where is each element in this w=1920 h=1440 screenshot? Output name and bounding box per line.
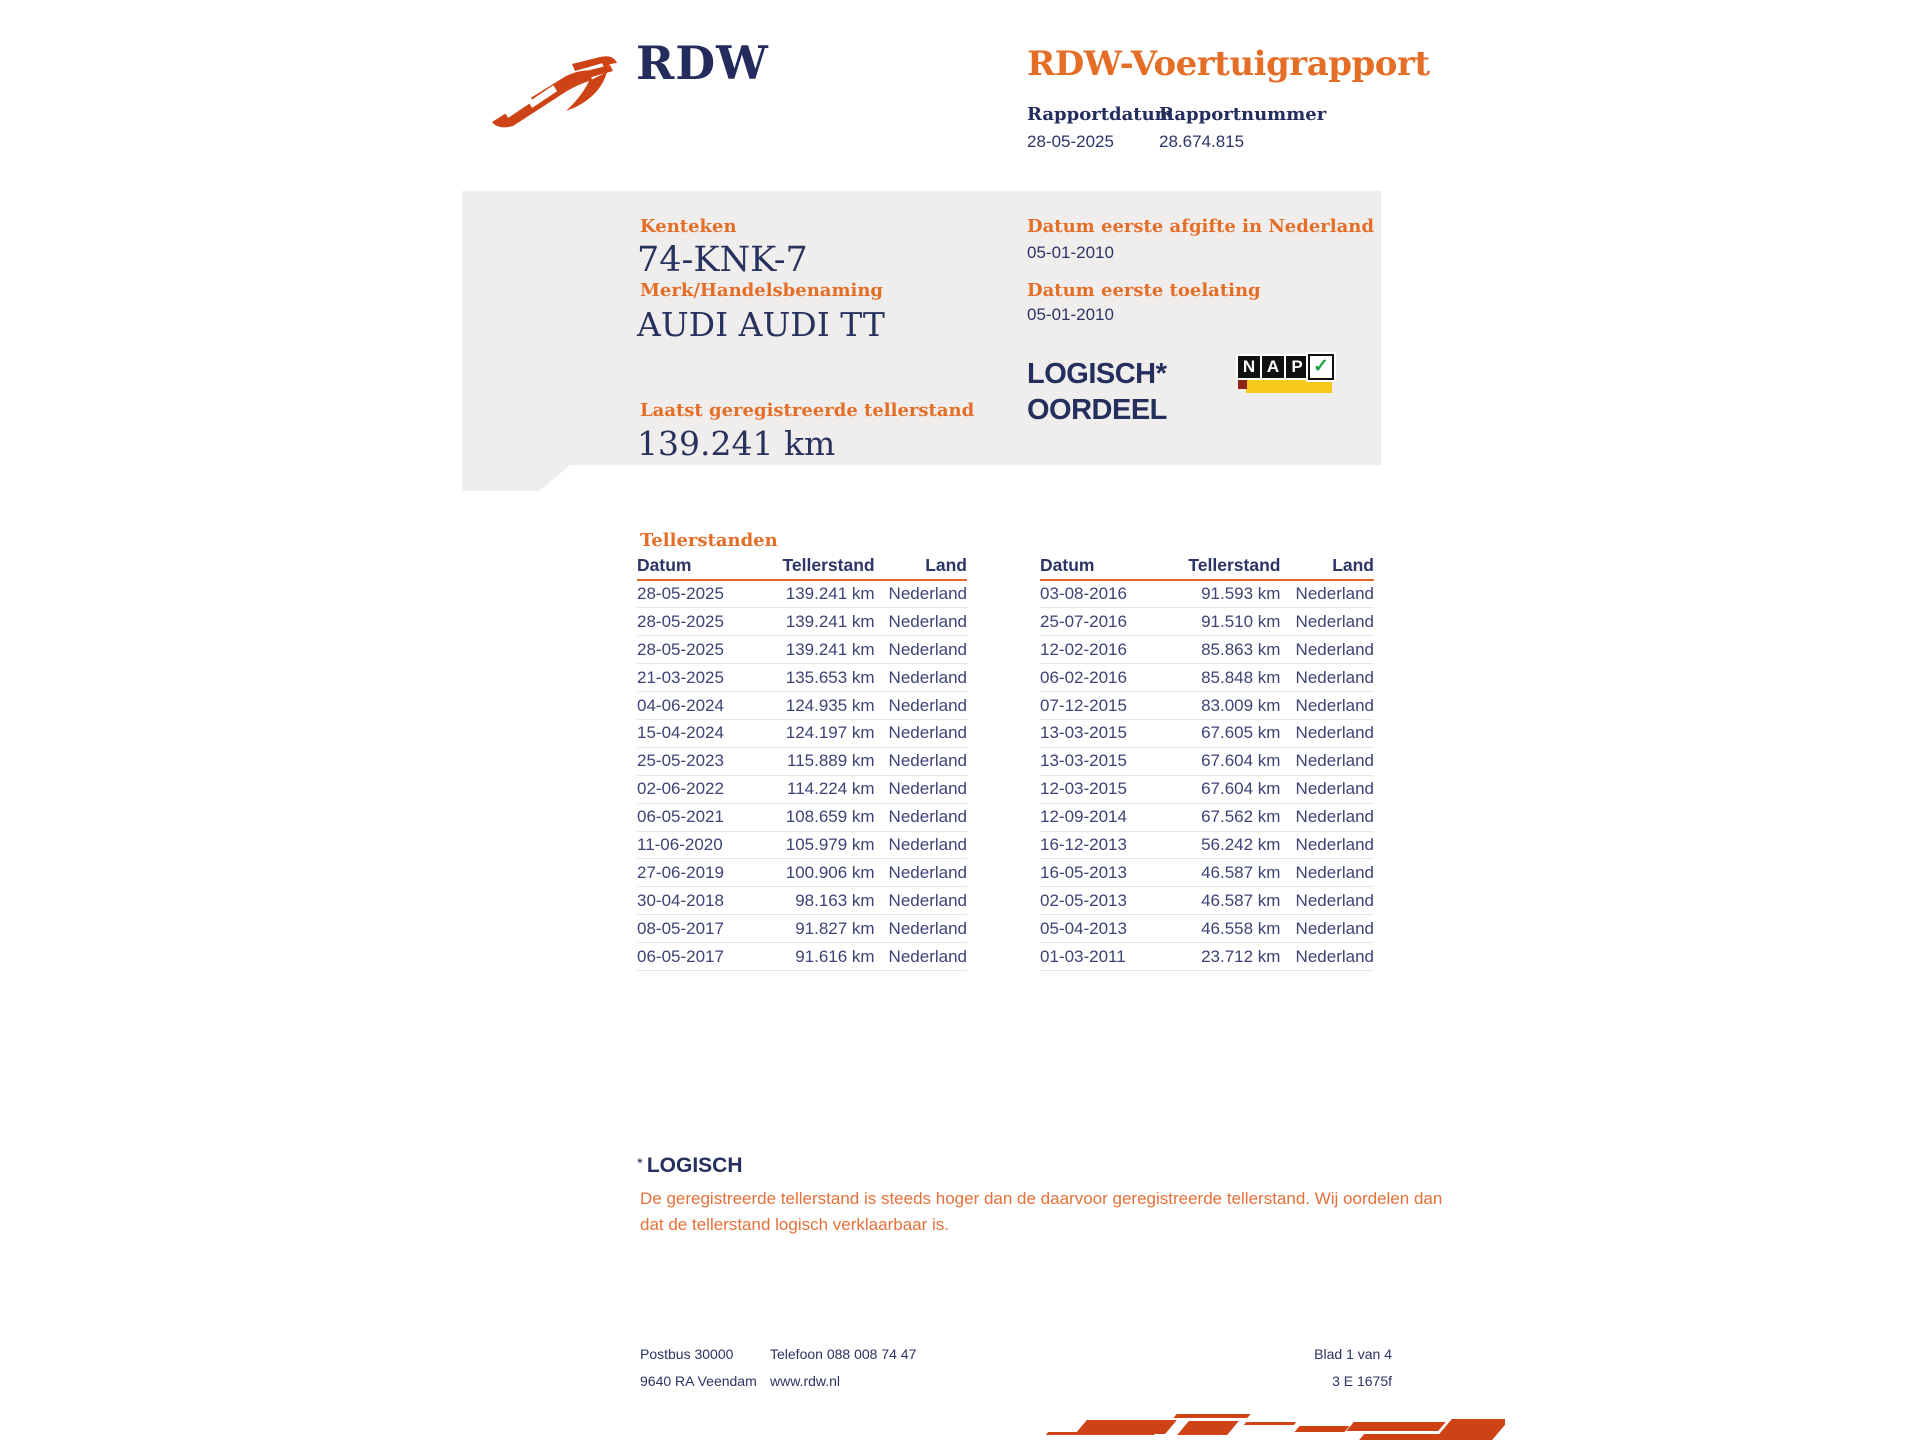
km-cell: 46.558 km	[1164, 915, 1281, 943]
stripe	[1173, 1414, 1250, 1418]
country-cell: Nederland	[1280, 636, 1374, 664]
km-cell: 91.616 km	[759, 943, 875, 971]
date-cell: 13-03-2015	[1040, 719, 1164, 747]
table-row	[637, 608, 967, 636]
country-cell: Nederland	[1280, 887, 1374, 915]
km-cell: 115.889 km	[759, 747, 875, 775]
table-row	[1040, 608, 1374, 636]
report-meta	[1027, 104, 1327, 152]
table-row	[1040, 719, 1374, 747]
col-tellerstand: Tellerstand	[759, 552, 875, 580]
km-cell: 85.848 km	[1164, 664, 1281, 692]
oordeel-line1: LOGISCH*	[1027, 358, 1167, 390]
km-cell: 91.593 km	[1164, 580, 1281, 608]
footnote-title: LOGISCH	[646, 1154, 743, 1177]
stripe	[1346, 1422, 1446, 1431]
footer-pageinfo	[1100, 1341, 1392, 1395]
date-cell: 11-06-2020	[637, 831, 759, 859]
km-cell: 91.510 km	[1164, 608, 1281, 636]
km-cell: 100.906 km	[759, 859, 875, 887]
country-cell: Nederland	[875, 831, 967, 859]
country-cell: Nederland	[875, 608, 967, 636]
country-cell: Nederland	[875, 664, 967, 692]
country-cell: Nederland	[1280, 747, 1374, 775]
nap-logo	[1236, 354, 1336, 400]
table-row	[637, 831, 967, 859]
footer-phone: Telefoon 088 008 74 47	[770, 1346, 917, 1362]
table-row	[1040, 664, 1374, 692]
country-cell: Nederland	[1280, 831, 1374, 859]
date-cell: 30-04-2018	[637, 887, 759, 915]
table-row	[637, 943, 967, 971]
report-date-label: Rapportdatum	[1027, 104, 1174, 125]
country-cell: Nederland	[875, 943, 967, 971]
footer-city: 9640 RA Veendam	[640, 1373, 757, 1389]
country-cell: Nederland	[875, 580, 967, 608]
table-row	[637, 803, 967, 831]
table-row	[1040, 636, 1374, 664]
country-cell: Nederland	[1280, 859, 1374, 887]
km-cell: 139.241 km	[759, 636, 875, 664]
report-number-value: 28.674.815	[1159, 132, 1245, 151]
date-cell: 07-12-2015	[1040, 692, 1164, 720]
country-cell: Nederland	[1280, 915, 1374, 943]
rdw-decorative-stripes	[1045, 1393, 1505, 1440]
date-cell: 28-05-2025	[637, 608, 759, 636]
table-row	[1040, 580, 1374, 608]
date-cell: 27-06-2019	[637, 859, 759, 887]
date-cell: 06-05-2017	[637, 943, 759, 971]
country-cell: Nederland	[1280, 692, 1374, 720]
tellerstanden-table-left	[637, 552, 967, 971]
country-cell: Nederland	[875, 775, 967, 803]
km-cell: 23.712 km	[1164, 943, 1281, 971]
date-cell: 16-05-2013	[1040, 859, 1164, 887]
footer-address	[640, 1341, 757, 1395]
page-title: RDW-Voertuigrapport	[1027, 44, 1430, 84]
col-land: Land	[1280, 552, 1374, 580]
table-row	[637, 664, 967, 692]
date-cell: 13-03-2015	[1040, 747, 1164, 775]
nap-letter-p: P	[1284, 354, 1310, 380]
footer-website: www.rdw.nl	[770, 1373, 841, 1389]
stripe	[1294, 1426, 1349, 1432]
footnote-line2: dat de tellerstand logisch verklaarbaar is.	[640, 1215, 949, 1234]
date-cell: 12-03-2015	[1040, 775, 1164, 803]
date-cell: 06-02-2016	[1040, 664, 1164, 692]
table-row	[1040, 692, 1374, 720]
country-cell: Nederland	[1280, 719, 1374, 747]
kenteken-label: Kenteken	[640, 216, 737, 237]
table-row	[1040, 747, 1374, 775]
afgifte-value: 05-01-2010	[1027, 243, 1114, 262]
date-cell: 02-05-2013	[1040, 887, 1164, 915]
stripe	[1075, 1420, 1177, 1434]
km-cell: 67.605 km	[1164, 719, 1281, 747]
country-cell: Nederland	[1280, 803, 1374, 831]
km-cell: 83.009 km	[1164, 692, 1281, 720]
col-land: Land	[875, 552, 967, 580]
footer-page-number: Blad 1 van 4	[1314, 1346, 1392, 1362]
date-cell: 08-05-2017	[637, 915, 759, 943]
table-row	[1040, 775, 1374, 803]
km-cell: 56.242 km	[1164, 831, 1281, 859]
country-cell: Nederland	[1280, 943, 1374, 971]
col-datum: Datum	[637, 552, 759, 580]
date-cell: 12-02-2016	[1040, 636, 1164, 664]
km-cell: 139.241 km	[759, 580, 875, 608]
table-row	[1040, 831, 1374, 859]
km-cell: 114.224 km	[759, 775, 875, 803]
country-cell: Nederland	[875, 915, 967, 943]
footnote-line1: De geregistreerde tellerstand is steeds hoger dan de daarvoor geregistreerde tellerstand. Wij oordelen dan	[640, 1189, 1443, 1208]
table-row	[637, 580, 967, 608]
oordeel-line2: OORDEEL	[1027, 394, 1167, 426]
km-cell: 135.653 km	[759, 664, 875, 692]
date-cell: 03-08-2016	[1040, 580, 1164, 608]
km-cell: 108.659 km	[759, 803, 875, 831]
stripe	[1177, 1421, 1239, 1435]
toelating-label: Datum eerste toelating	[1027, 280, 1261, 301]
tellerstanden-table-right	[1040, 552, 1374, 971]
stripe	[1244, 1422, 1297, 1425]
table-row	[637, 859, 967, 887]
table-row	[1040, 803, 1374, 831]
table-row	[637, 692, 967, 720]
tellerstanden-heading: Tellerstanden	[640, 530, 778, 551]
table-row	[637, 775, 967, 803]
nap-red-square	[1238, 380, 1247, 389]
country-cell: Nederland	[875, 887, 967, 915]
nap-letter-n: N	[1236, 354, 1262, 380]
country-cell: Nederland	[875, 636, 967, 664]
country-cell: Nederland	[1280, 775, 1374, 803]
table-row	[1040, 943, 1374, 971]
table-row	[637, 887, 967, 915]
km-cell: 67.604 km	[1164, 775, 1281, 803]
report-number-label: Rapportnummer	[1159, 104, 1327, 125]
date-cell: 15-04-2024	[637, 719, 759, 747]
km-cell: 46.587 km	[1164, 887, 1281, 915]
km-cell: 67.562 km	[1164, 803, 1281, 831]
rdw-feather-logo-icon	[486, 50, 622, 134]
date-cell: 28-05-2025	[637, 636, 759, 664]
footnote-heading	[637, 1154, 743, 1178]
merk-label: Merk/Handelsbenaming	[640, 280, 884, 301]
rdw-wordmark: RDW	[636, 36, 769, 90]
table-row	[1040, 859, 1374, 887]
tellerstand-value: 139.241 km	[637, 424, 836, 463]
country-cell: Nederland	[875, 692, 967, 720]
table-row	[1040, 887, 1374, 915]
country-cell: Nederland	[1280, 664, 1374, 692]
date-cell: 21-03-2025	[637, 664, 759, 692]
date-cell: 25-05-2023	[637, 747, 759, 775]
km-cell: 105.979 km	[759, 831, 875, 859]
footer-contact	[770, 1341, 916, 1395]
col-datum: Datum	[1040, 552, 1164, 580]
country-cell: Nederland	[1280, 580, 1374, 608]
date-cell: 05-04-2013	[1040, 915, 1164, 943]
date-cell: 25-07-2016	[1040, 608, 1164, 636]
km-cell: 139.241 km	[759, 608, 875, 636]
table-header-row	[637, 552, 967, 580]
col-tellerstand: Tellerstand	[1164, 552, 1281, 580]
panel-corner-tab	[462, 465, 570, 491]
afgifte-label: Datum eerste afgifte in Nederland	[1027, 216, 1374, 237]
country-cell: Nederland	[875, 859, 967, 887]
footer-postbus: Postbus 30000	[640, 1346, 734, 1362]
tellerstand-label: Laatst geregistreerde tellerstand	[640, 400, 975, 421]
km-cell: 85.863 km	[1164, 636, 1281, 664]
km-cell: 98.163 km	[759, 887, 875, 915]
table-row	[637, 747, 967, 775]
date-cell: 01-03-2011	[1040, 943, 1164, 971]
oordeel-verdict	[1027, 356, 1167, 428]
country-cell: Nederland	[875, 719, 967, 747]
table-row	[1040, 915, 1374, 943]
date-cell: 02-06-2022	[637, 775, 759, 803]
table-row	[637, 636, 967, 664]
km-cell: 46.587 km	[1164, 859, 1281, 887]
table-row	[637, 719, 967, 747]
kenteken-value: 74-KNK-7	[637, 240, 808, 280]
table-row	[637, 915, 967, 943]
nap-letter-a: A	[1260, 354, 1286, 380]
date-cell: 12-09-2014	[1040, 803, 1164, 831]
country-cell: Nederland	[875, 747, 967, 775]
km-cell: 91.827 km	[759, 915, 875, 943]
date-cell: 28-05-2025	[637, 580, 759, 608]
report-date-value: 28-05-2025	[1027, 132, 1114, 151]
country-cell: Nederland	[1280, 608, 1374, 636]
km-cell: 124.935 km	[759, 692, 875, 720]
date-cell: 06-05-2021	[637, 803, 759, 831]
toelating-value: 05-01-2010	[1027, 305, 1114, 324]
country-cell: Nederland	[875, 803, 967, 831]
date-cell: 04-06-2024	[637, 692, 759, 720]
nap-checkmark-icon: ✓	[1308, 354, 1334, 380]
km-cell: 124.197 km	[759, 719, 875, 747]
km-cell: 67.604 km	[1164, 747, 1281, 775]
footnote-asterisk: *	[637, 1155, 643, 1172]
footnote-text	[640, 1186, 1442, 1238]
table-header-row	[1040, 552, 1374, 580]
merk-value: AUDI AUDI TT	[637, 305, 885, 344]
date-cell: 16-12-2013	[1040, 831, 1164, 859]
footer-doc-code: 3 E 1675f	[1332, 1373, 1392, 1389]
